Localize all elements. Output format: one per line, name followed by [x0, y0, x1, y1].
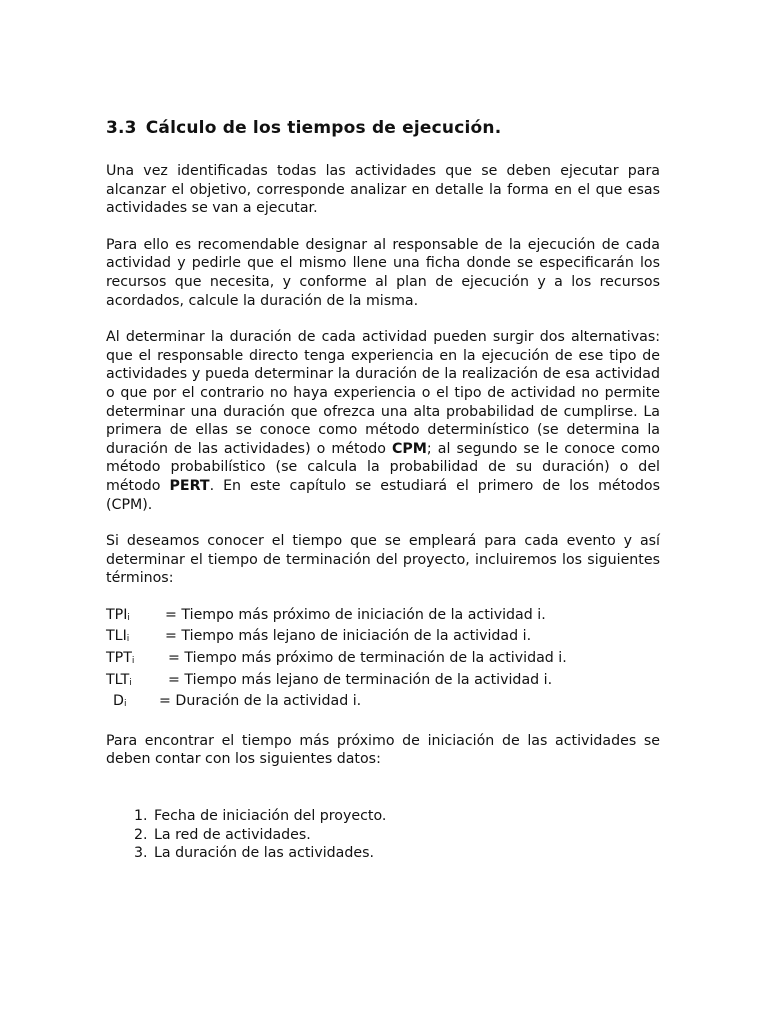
term-symbol: $TLI_i$	[106, 628, 130, 645]
term-row-tpt	[106, 649, 660, 671]
term-definition: = Tiempo más próximo de terminación de la actividad i.	[168, 650, 567, 667]
paragraph-terms-intro: Si deseamos conocer el tiempo que se empleará para cada evento y así determinar el tiempo de terminación del proyecto, incluiremos los siguientes términos:	[106, 533, 660, 587]
term-symbol: $D_i$	[113, 693, 127, 710]
terms-list	[106, 606, 660, 714]
term-symbol: $TPT_i$	[106, 650, 135, 667]
paragraph-responsible: Para ello es recomendable designar al responsable de la ejecución de cada actividad y pedirle que el mismo llene una ficha donde se especificarán los recursos que necesita, y conforme al plan de ejecución y a los recursos acordados, calcule la duración de la misma.	[106, 236, 660, 309]
required-data-list	[106, 807, 660, 863]
paragraph-intro: Una vez identificadas todas las actividades que se deben ejecutar para alcanzar el objetivo, corresponde analizar en detalle la forma en el que esas actividades se van a ejecutar.	[106, 163, 660, 217]
term-definition: = Tiempo más lejano de iniciación de la actividad i.	[165, 628, 532, 645]
paragraph-alternatives-part2: ; al segundo se le conoce como método probabilístico (se calcula la probabilidad de su duración) o del método	[106, 440, 660, 494]
paragraph-alternatives	[106, 328, 660, 514]
term-symbol: $TPI_i$	[106, 606, 130, 623]
list-item: 2. La red de actividades.	[152, 826, 660, 845]
term-symbol: $TLT_i$	[106, 671, 132, 688]
term-row-tli	[106, 627, 660, 649]
list-item: 3. La duración de las actividades.	[152, 844, 660, 863]
term-definition: = Duración de la actividad i.	[159, 693, 362, 710]
paragraph-data-needed: Para encontrar el tiempo más próximo de iniciación de las actividades se deben contar con los siguientes datos:	[106, 732, 660, 768]
cpm-term: CPM	[391, 440, 427, 457]
term-definition: = Tiempo más lejano de terminación de la actividad i.	[168, 671, 553, 688]
term-row-tpi	[106, 606, 660, 628]
list-item: 1. Fecha de iniciación del proyecto.	[152, 807, 660, 826]
pert-term: PERT	[169, 477, 210, 494]
section-heading	[106, 116, 660, 140]
term-definition: = Tiempo más próximo de iniciación de la actividad i.	[165, 606, 546, 623]
term-row-tlt	[106, 671, 660, 693]
section-title: Cálculo de los tiempos de ejecución.	[145, 118, 502, 138]
paragraph-alternatives-part1: Al determinar la duración de cada actividad pueden surgir dos alternativas: que el responsable directo tenga experiencia en la ejecución de ese tipo de actividades y pueda determinar la duración de la realización de esa actividad o que por el contrario no haya experiencia o el tipo de actividad no permite determinar una duración que ofrezca una alta probabilidad de cumplirse. La primera de ellas se conoce como método determinístico (se determina la duración de las actividades) o método	[106, 329, 660, 457]
section-number: 3.3	[106, 118, 137, 138]
term-row-d	[106, 692, 660, 714]
document-page	[106, 116, 660, 863]
paragraph-alternatives-part3: . En este capítulo se estudiará el primero de los métodos (CPM).	[106, 477, 660, 513]
